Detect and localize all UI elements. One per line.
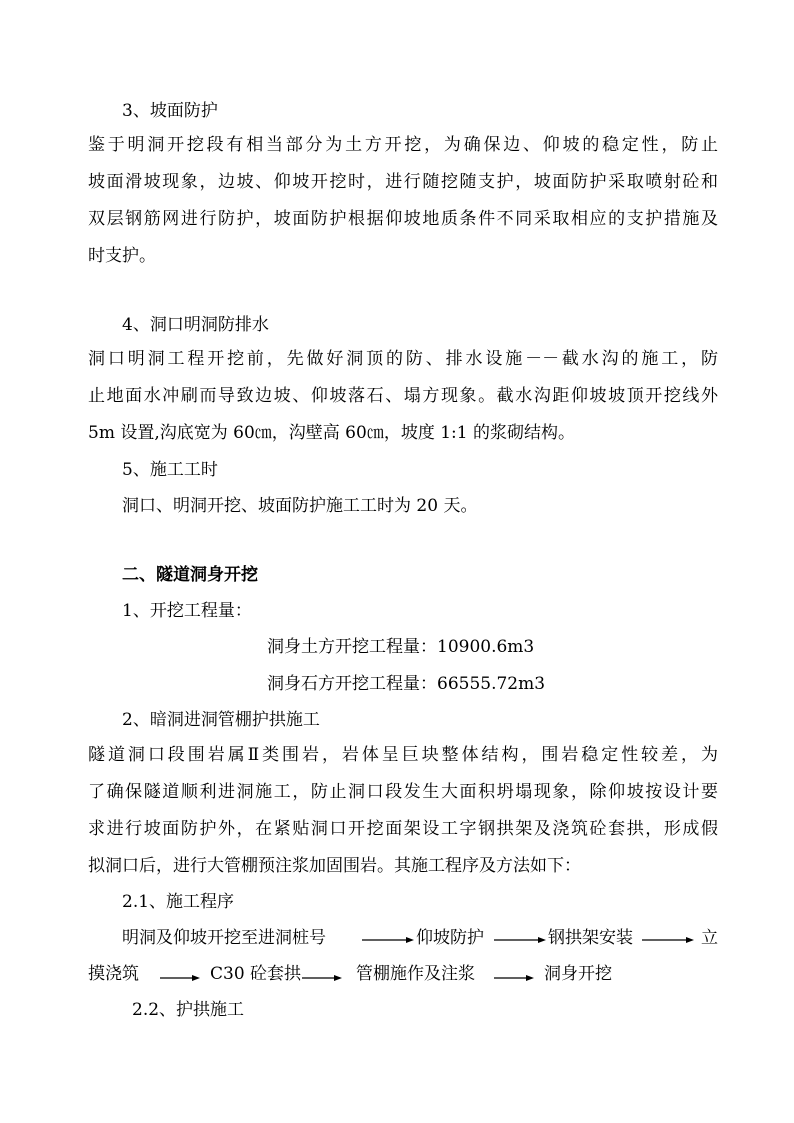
sub-2-line-3: 求进行坡面防护外，在紧贴洞口开挖面架设工字钢拱架及浇筑砼套拱，形成假 xyxy=(88,819,718,839)
section-3-line-1: 鉴于明洞开挖段有相当部分为土方开挖，为确保边、仰坡的稳定性，防止 xyxy=(88,135,718,155)
sub-2-1-heading: 2.1、施工程序 xyxy=(122,892,235,912)
section-4-line-2: 止地面水冲刷而导致边坡、仰坡落石、塌方现象。截水沟距仰坡坡顶开挖线外 xyxy=(88,386,718,406)
section-3-line-4: 时支护。 xyxy=(88,246,156,266)
sub-2-line-2: 了确保隧道顺利进洞施工，防止洞口段发生大面积坍塌现象，除仰坡按设计要 xyxy=(88,782,718,802)
flow-step-3: 钢拱架安装 xyxy=(548,928,633,948)
part-2-heading: 二、隧道洞身开挖 xyxy=(122,565,258,585)
soil-excavation-quantity: 洞身土方开挖工程量：10900.6m3 xyxy=(267,637,535,657)
arrow-icon xyxy=(494,973,534,983)
section-3-line-3: 双层钢筋网进行防护，坡面防护根据仰坡地质条件不同采取相应的支护措施及 xyxy=(88,209,718,229)
section-3-heading: 3、坡面防护 xyxy=(122,101,218,121)
sub-2-line-4: 拟洞口后，进行大管棚预注浆加固围岩。其施工程序及方法如下： xyxy=(88,856,581,876)
section-4-line-3: 5m 设置,沟底宽为 60㎝，沟壁高 60㎝，坡度 1:1 的浆砌结构。 xyxy=(88,423,575,443)
flow-step-5: C30 砼套拱 xyxy=(210,964,302,984)
section-5-line: 洞口、明洞开挖、坡面防护施工工时为 20 天。 xyxy=(122,496,478,516)
flow-step-1: 明洞及仰坡开挖至进洞桩号 xyxy=(122,928,326,948)
arrow-icon xyxy=(302,973,342,983)
sub-2-line-1: 隧道洞口段围岩属Ⅱ类围岩，岩体呈巨块整体结构，围岩稳定性较差，为 xyxy=(88,745,718,765)
sub-2-2-heading: 2.2、护拱施工 xyxy=(132,1000,245,1020)
arrow-icon xyxy=(494,935,546,945)
rock-excavation-quantity: 洞身石方开挖工程量：66555.72m3 xyxy=(267,674,546,694)
flow-step-4-part-2: 摸浇筑 xyxy=(88,964,139,984)
flow-step-6: 管棚施作及注浆 xyxy=(356,964,475,984)
sub-1-heading: 1、开挖工程量： xyxy=(122,601,252,621)
section-4-heading: 4、洞口明洞防排水 xyxy=(122,315,269,335)
section-3-line-2: 坡面滑坡现象，边坡、仰坡开挖时，进行随挖随支护，坡面防护采取喷射砼和 xyxy=(88,172,718,192)
arrow-icon xyxy=(642,935,694,945)
flow-step-7: 洞身开挖 xyxy=(544,964,612,984)
flow-step-4-part-1: 立 xyxy=(701,928,718,948)
arrow-icon xyxy=(362,935,414,945)
section-4-line-1: 洞口明洞工程开挖前，先做好洞顶的防、排水设施－－截水沟的施工，防 xyxy=(88,349,718,369)
section-5-heading: 5、施工工时 xyxy=(122,460,218,480)
flow-step-2: 仰坡防护 xyxy=(416,928,484,948)
arrow-icon xyxy=(160,973,200,983)
sub-2-heading: 2、暗洞进洞管棚护拱施工 xyxy=(122,710,320,730)
